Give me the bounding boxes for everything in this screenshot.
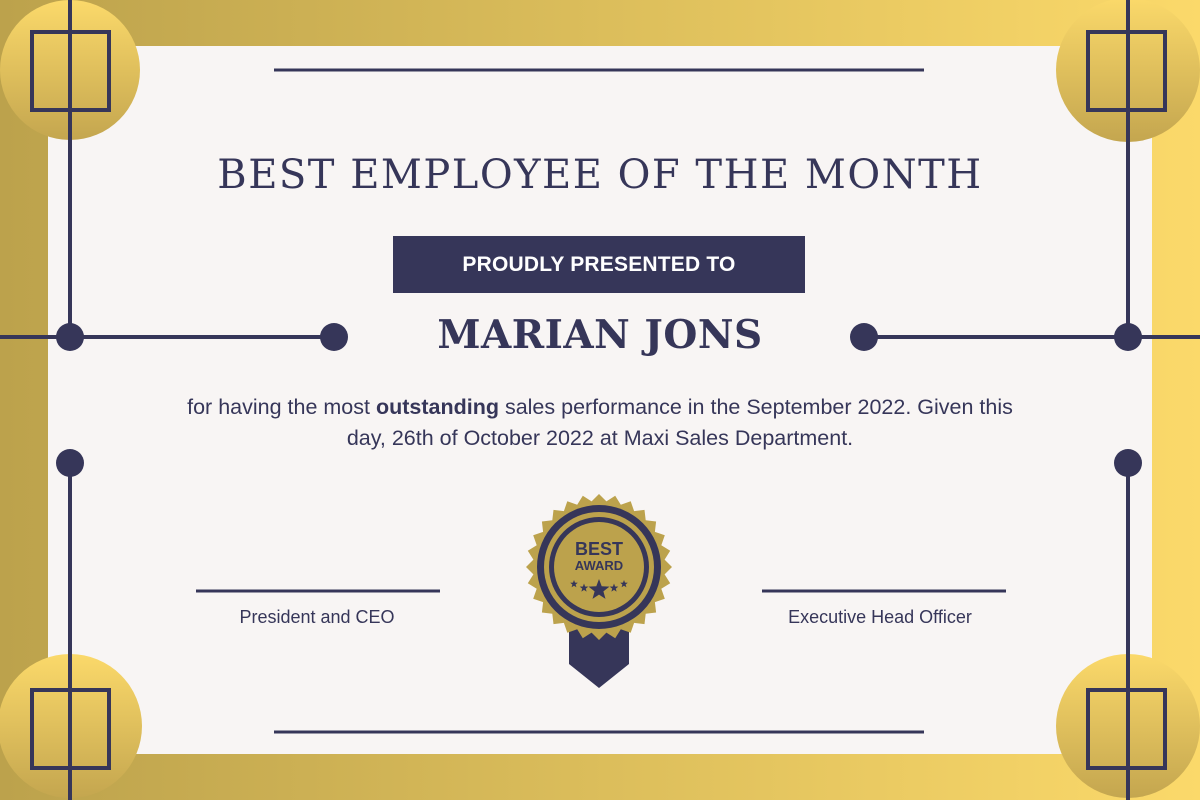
certificate-title: BEST EMPLOYEE OF THE MONTH [217, 152, 983, 198]
seal-text-line2: AWARD [574, 558, 624, 573]
seal-text-line1: BEST [574, 539, 624, 559]
frame-dot [1114, 449, 1142, 477]
signature-title-right: Executive Head Officer [788, 607, 972, 627]
frame-dot [56, 449, 84, 477]
citation-emphasis: outstanding [375, 395, 499, 419]
recipient-name: MARIAN JONS [437, 312, 763, 358]
signature-title-left: President and CEO [239, 607, 395, 627]
citation-text [180, 392, 1020, 454]
citation-suffix: sales performance in the September 2022. Given this day, 26th of October 2022 at Maxi Sales Department. [346, 395, 1013, 450]
presented-to-banner: PROUDLY PRESENTED TO [393, 236, 805, 293]
citation-prefix: for having the most [187, 395, 376, 419]
award-seal [524, 492, 674, 692]
